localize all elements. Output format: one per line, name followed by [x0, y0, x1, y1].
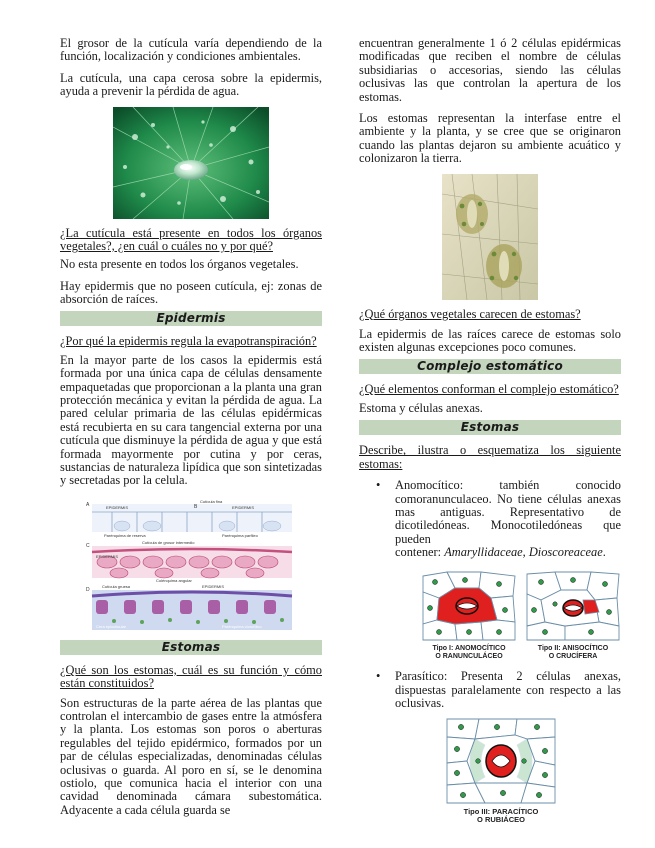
anomocitico-description — [395, 479, 621, 559]
type-2-diagram — [525, 570, 621, 661]
list-item-anomocitico — [359, 479, 621, 559]
diagram-label-d: D — [86, 586, 90, 593]
paracitic-stoma-drawing — [445, 717, 557, 805]
caption-type-1-line2: O RANUNCULÁCEO — [435, 652, 503, 660]
diagram-label-parenquima-parfileo: Parénquima parfileo — [222, 532, 258, 538]
paragraph-cuticle-wax: La cutícula, una capa cerosa sobre la epidermis, ayuda a prevenir la pérdida de agua. — [60, 70, 322, 99]
diagram-label-epidermis-4: EPIDERMIS — [202, 583, 225, 589]
question-stomatal-complex-elements: ¿Qué elementos conforman el complejo estomático? — [359, 381, 619, 396]
diagram-label-cuticula-grosor: Cutícula de grosor intermedio — [142, 539, 195, 545]
answer-stoma-and-cells: Estoma y células anexas. — [359, 401, 483, 416]
left-column — [60, 37, 322, 825]
caption-type-2-line2: O CRUCÍFERA — [548, 652, 598, 660]
paragraph-subsidiary-cells: encuentran generalmente 1 ó 2 células epidérmicas modificadas que reciben el nombre de células subsidiarias o accesorias, siendo las células oclusivas las que controlan la apertura de los estomas. — [359, 36, 621, 104]
answer-no-cuticle-roots: Hay epidermis que no poseen cutícula, ej: zonas de absorción de raíces. — [60, 278, 322, 307]
diagram-label-colenquima: Colénquima angular — [156, 577, 192, 583]
question-organs-without-stomata: ¿Qué órganos vegetales carecen de estomas? — [359, 306, 581, 321]
diagram-label-a: A — [86, 501, 90, 508]
section-heading-complejo-estomatico: Complejo estomático — [359, 359, 621, 374]
list-item-parasitico — [359, 670, 621, 710]
anomocitico-period: . — [602, 545, 606, 560]
diagram-label-cuticula-fina: Cutícula fina — [200, 498, 223, 504]
stomata-types-list — [359, 479, 621, 559]
parasitico-description: Parasítico: Presenta 2 células anexas, dispuestas paralelamente con respecto a las oclusivas. — [395, 669, 621, 711]
section-heading-estomas-right: Estomas — [359, 420, 621, 435]
right-column — [359, 37, 621, 824]
type-3-diagram — [445, 717, 557, 825]
prompt-describe-stomata: Describe, ilustra o esquematiza los siguiente estomas: — [359, 443, 621, 471]
water-droplet-photo — [113, 107, 269, 219]
diagram-label-epidermis-2: EPIDERMIS — [232, 504, 255, 510]
diagram-label-cuticula-gruesa: Cutícula gruesa — [102, 583, 131, 589]
diagram-label-parenquima-reserva: Parénquima de reserva — [104, 532, 146, 538]
anomocitico-text: Anomocítico: también conocido comoranunculaceo. No tiene células anexas mas antiguas. Representativo de dicotiledóneas. Monocotiledóneas que pueden — [395, 478, 621, 546]
question-what-are-stomata: ¿Qué son los estomas, cuál es su función y cómo están constituidos? — [60, 662, 322, 691]
anisocitic-stoma-drawing — [525, 570, 621, 642]
anomocitico-families: Amaryllidaceae, Dioscoreaceae — [444, 545, 603, 560]
caption-type-1 — [421, 645, 517, 660]
paragraph-stomata-definition: Son estructuras de la parte aérea de las plantas que controlan el intercambio de gases entre la atmósfera y la planta. Los estomas son poros o aberturas regulables del tejido epidérmico, formados por un par de células especializadas, denominadas células oclusivas o guarda. Al poro en sí, se le denomina ostiolo, que comunica hacia el interior con una cavidad denominada cámara subestomática. Adyacente a cada célula guarda se — [60, 695, 322, 817]
bullet-icon: • — [376, 478, 381, 493]
caption-type-1-line1: Tipo I: ANOMOCÍTICO — [432, 644, 506, 652]
diagram-label-b: B — [194, 503, 198, 510]
question-evapotranspiration: ¿Por qué la epidermis regula la evapotranspiración? — [60, 333, 317, 348]
caption-type-3-line1: Tipo III: PARACÍTICO — [463, 806, 539, 816]
diagram-label-c: C — [86, 542, 90, 549]
diagram-label-epidermis-1: EPIDERMIS — [106, 504, 129, 510]
answer-not-present: No esta presente en todos los órganos vegetales. — [60, 257, 299, 272]
type-1-diagram — [421, 570, 517, 661]
stomata-types-list-2 — [359, 670, 621, 710]
bullet-icon: • — [376, 669, 381, 684]
anomocitico-contener: contener: — [395, 545, 445, 560]
section-heading-epidermis: Epidermis — [60, 311, 322, 326]
question-cuticle-organs: ¿La cutícula está presente en todos los órganos vegetales?, ¿en cuál o cuáles no y por qué? — [60, 225, 322, 253]
caption-type-2-line1: Tipo II: ANISOCÍTICO — [537, 644, 609, 652]
paragraph-stomata-interface: Los estomas representan la interfase entre el ambiente y la planta, y se cree que se originaron cuando las plantas dejaron su ambiente acuático y colonizaron la tierra. — [359, 110, 621, 166]
caption-type-2 — [525, 645, 621, 660]
epidermis-cuticle-diagram — [82, 496, 300, 634]
diagram-label-parenquima-clorofilico: Parénquima clorofílico — [222, 623, 262, 629]
section-heading-estomas-left: Estomas — [60, 640, 322, 655]
anomocitic-stoma-drawing — [421, 570, 517, 642]
paragraph-cuticle-thickness: El grosor de la cutícula varía dependiendo de la función, localización y condiciones ambientales. — [60, 36, 322, 64]
diagram-label-epidermis-3: EPIDERMIS — [96, 553, 119, 559]
paragraph-epidermis-structure: En la mayor parte de los casos la epidermis está formada por una única capa de células densamente empaquetadas que proporcionan a la planta una gran protección mecánica y evitan la pérdida de agua. La pared celular primaria de las células epidérmicas está recubierta en su cara tangencial externa por una cutícula que disminuye la pérdida de agua y que está formada mayormente por cutina y por ceras, sustancias de naturaleza lipídica que son sintetizadas y secretadas por la celula. — [60, 352, 322, 488]
stomata-micrograph — [442, 174, 538, 300]
caption-type-3 — [445, 808, 557, 825]
diagram-label-cera: Cera epicuticular — [96, 623, 127, 629]
answer-roots-no-stomata: La epidermis de las raíces carece de estomas solo existen algunas excepciones poco comunes. — [359, 326, 621, 355]
caption-type-3-line2: O RUBIÁCEO — [477, 815, 525, 825]
stomata-type-diagrams-1-2 — [421, 570, 621, 661]
